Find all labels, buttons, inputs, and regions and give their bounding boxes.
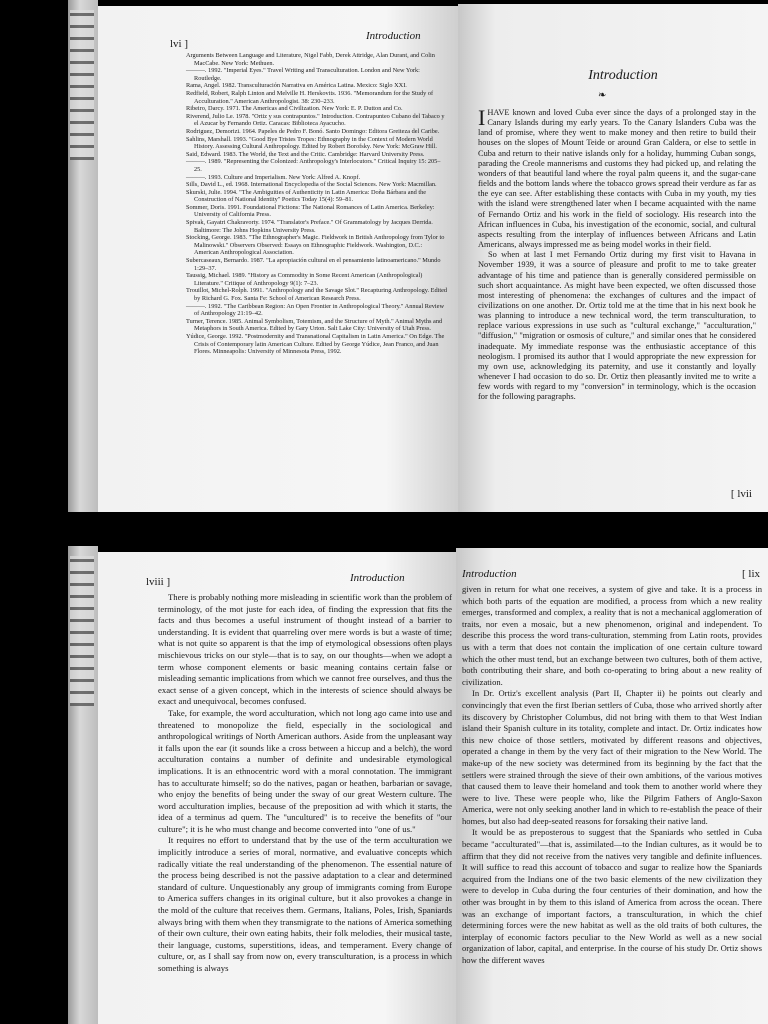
ornament-icon: ❧: [598, 90, 607, 101]
introduction-text: [478, 105, 756, 403]
chapter-title: Introduction: [588, 68, 658, 83]
page-number: [ lix: [741, 568, 760, 580]
reference-entry: Subercaseaux, Bernardo. 1987. "La apropiación cultural en el pensamiento latinoamericano." Mundo 1:29–37.: [186, 257, 441, 272]
reference-entry: Yúdice, George. 1992. "Postmodernity and Transnational Capitalism in Latin America." On Edge. The Crisis of Contemporary latin American Culture. Edited by George Yúdice, Jean Franco, and Juan Flores. Minneapolis: University of Minnesota Press, 1992.: [186, 332, 445, 356]
reference-entry: Sills, David L., ed. 1968. International Encyclopedia of the Social Sciences. New York: Macmillan.: [186, 181, 437, 189]
page-lviii: [98, 552, 456, 1024]
reference-entry: ———. 1989. "Representing the Colonized: Anthropology's Interlocutors." Critical Inquiry 15: 205–25.: [186, 158, 441, 173]
reference-entry: Riverend, Julio Le. 1978. "Ortiz y sus contrapuntos." Introduction. Contrapunteo Cubano del Tabaco y el Azucar by Fernando Ortiz. Caracas: Biblioteca Ayacucho.: [186, 112, 445, 128]
page-number: lvi ]: [170, 38, 189, 50]
paragraph: It would be as preposterous to suggest that the Spaniards who settled in Cuba became "acculturated"—that is, assimilated—to the Indian cultures, as it would be to affirm that they did not receive from the natives very tangible and definite influences. It will suffice to read this account of tobacco and sugar to realize how the Spaniards acquired from the Indians one of the two basic elements of the new civilization they were to develop in Cuba during the four centuries of their domination, and how the other was brought in by them to this island of America from across the ocean. There was an exchange of important factors, a transculturation, in which the chief determining forces were the new habitat as well as the old traits of both cultures, the interplay of economic factors peculiar to the New World as well as a new social organization of labor, capital, and enterprise. In the course of his study Dr. Ortiz shows how the different waves: [462, 827, 762, 965]
reference-entry: Taussig, Michael. 1989. "History as Commodity in Some Recent American (Anthropological) Literature." Critique of Anthropology 9(1): 7–23.: [186, 272, 423, 287]
page-lvii: [458, 4, 768, 512]
bottom-spread: [0, 512, 768, 1024]
paragraph-text: HAVE known and loved Cuba ever since the days of a prolonged stay in the Canary Islands during my early years. To the Canary Islanders Cuba was the land of promise, where they went to make money and then retire to build their houses on the slopes of Mount Teide or around Gran Caldera, or else to settle in Cuba and return to their native islands only for a holiday, humming Cuban songs, parading the Creole mannerisms and customs they had picked up, and relating the wonders of that beautiful land where the royal palm queens it, and the sugar-cane fields and the bottom lands where the tobacco grows spread their verdure as far as the eye can see. After establishing these contacts with Cuba in my youth, my ties with the island were strengthened later when I became acquainted with the name of Fernando Ortiz and his work in the field of sociology. His research into the African influences in Cuba, his investigation of the economic, social, and cultural aspects resulting from the interplay of influences between Africans and Latin Americans, always impressed me as being model works in their field.: [478, 108, 756, 250]
reference-entry: ———. 1993. Culture and Imperialism. New York: Alfred A. Knopf.: [186, 173, 361, 181]
reference-entry: Skurski, Julie. 1994. "The Ambiguities of Authenticity in Latin America: Doña Bárbara and the Construction of National Identity" Poetics Today 15(4): 59–81.: [186, 188, 427, 204]
reference-entry: Turner, Terence. 1985. Animal Symbolism, Totemism, and the Structure of Myth." Animal Myths and Metaphors in South America. Edited by Gary Urton. Salt Lake City: University of Utah Press.: [186, 317, 443, 333]
running-head: Introduction: [462, 568, 517, 580]
reference-entry: Redfield, Robert, Ralph Linton and Melville H. Herskovits. 1936. "Memorandum for the Study of Acculturation." American Anthropologist. 38: 230–233.: [186, 89, 434, 105]
paragraph: It requires no effort to understand that by the use of the term acculturation we implicitly introduce a series of moral, normative, and evaluative concepts which radically vitiate the real understanding of the phenomenon. The essential nature of the process being described is not the passive adaptation to a clear and determined standard of culture. Unquestionably any group of immigrants coming from Europe to America suffers changes in its original culture, but it also provokes a change in the mold of the culture that receives them. Germans, Italians, Poles, Irish, Spaniards always bring with them when they transmigrate to the nations of America something of their own culture, their own eating habits, their folk melodies, their musical taste, their language, customs, superstitions, ideas, and temperament. Every change of culture, or, as I shall say from now on, every transculturation, is a process in which something is always: [158, 835, 452, 973]
reference-entry: Sahlins, Marshall. 1993. "Good Bye Tristes Tropes: Ethnography in the Context of Modern World History. Assessing Cultural Anthropology. Edited by Robert Borofsky. New York: McGraw Hill.: [186, 135, 437, 151]
reference-entry: Said, Edward. 1983. The World, the Text and the Critic. Cambridge: Harvard University Press.: [186, 150, 425, 158]
paragraph: Take, for example, the word acculturation, which not long ago came into use and threatened to monopolize the field, especially in the sociological and anthropological writings of North American authors. Aside from the unpleasant way it falls upon the ear (it sounds like a cross between a hiccup and a belch), the word acculturation contains a number of definite and undesirable etymological implications. It is an ethnocentric word with a moral connotation. The immigrant has to acculturate himself; so do the natives, pagan or heathen, barbarian or savage, who enjoy the benefits of being under the sway of our great Western culture. The word acculturation implies, because of the preposition ad with which it starts, the idea of a terminus ad quem. The "uncultured" is to receive the benefits of "our culture"; it is he who must change and become converted into "one of us.": [158, 707, 452, 834]
reference-entry: Trouillot, Michel-Rolph. 1991. "Anthropology and the Savage Slot." Recapturing Anthropology. Edited by Richard G. Fox. Santa Fe: School of American Research Press.: [186, 287, 448, 302]
page-number: [ lvii: [730, 488, 752, 500]
paragraph: given in return for what one receives, a system of give and take. It is a process in which both parts of the equation are modified, a process from which a new reality emerges, transformed and complex, a reality that is not a mechanical agglomeration of traits, nor even a mosaic, but a new phenomenon, original and independent. To describe this process the word trans-culturation, stemming from Latin roots, provides us with a term that does not contain the implication of one certain culture toward which the other must tend, but an exchange between two cultures, both of them active, both contributing their share, and both co-operating to bring about a new reality of civilization.: [462, 584, 762, 687]
page-lix: [456, 548, 768, 1024]
running-head: Introduction: [350, 572, 405, 584]
body-text: [462, 584, 762, 967]
paragraph: In Dr. Ortiz's excellent analysis (Part II, Chapter ii) he points out clearly and convincingly that even the first Iberian settlers of Cuba, those who arrived shortly after its discovery by Christopher Columbus, did not bring with them to that West Indian island their Spanish culture in its totality, complete and intact. Dr. Ortiz indicates how this new choice of those settlers, motivated by different reasons and objectives, operated a change in them by the very fact of their migration to the New World. The make-up of the new society was determined from its beginning by the fact that the settlers were strained through the sieve of their own ambitions, of the various motives that caused them to leave their homeland and took them to another world where they were to live. These were people who, like the Pilgrim Fathers of Anglo-Saxon America, were not only seeking another land in which to re-establish the peace of their homes, but also had deep-seated reasons for forsaking their native land.: [462, 688, 762, 826]
reference-entry: Rodriguez, Demorizi. 1964. Papeles de Pedro F. Bonó. Santo Domingo: Editora Greiteza del Caribe.: [186, 127, 440, 135]
paragraph: So when at last I met Fernando Ortiz during my first visit to Havana in November 1939, it was a source of pleasure and profit to me to take greater advantage of his time and patience than is generally considered permissible on such short acquaintance. As might have been expected, we often discussed those most interesting of phenomena: the exchanges of cultures and the impact of civilizations on one another. Dr. Ortiz told me at the time that in his next book he was planning to introduce a new technical word, the term transculturation, to replace various expressions in use such as "cultural exchange," "acculturation," "diffusion," "migration or osmosis of culture," and similar ones that he considered inadequate. My immediate response was the enthusiastic acceptance of this neologism. I promised its author that I would appropriate the new expression for my own use, acknowledging its paternity, and use it constantly and loyally whenever I had occasion to do so. Dr. Ortiz then pleasantly invited me to write a few words with regard to my "conversion" in terminology, which is the occasion for the following paragraphs.: [478, 250, 756, 402]
body-text: [158, 592, 452, 975]
references-list: [186, 52, 448, 356]
page-lvi: [98, 6, 458, 512]
reference-entry: Spivak, Gayatri Chakravorty. 1974. "Translator's Preface." Of Grammatology by Jacques Derrida. Baltimore: The Johns Hopkins University Press.: [186, 219, 433, 234]
paragraph: There is probably nothing more misleading in scientific work than the problem of terminology, of the mot juste for each idea, of finding the expression that fits the facts and thus becomes a useful instrument of thought instead of a barrier to understanding. It is evident that quarreling over mere words is but a waste of time; what is not quite so apparent is that the imp of etymological obsessions often plays mischievous tricks on our style—that is to say, on our thoughts—when we adopt a term whose component elements or basic meaning contains certain false or misleading semantic implications from which we cannot free ourselves, and thus the exact sense of a given concept, which in the interests of science should always be exact and unequivocal, becomes confused.: [158, 592, 452, 707]
reference-entry: Sommer, Doris. 1991. Foundational Fictions: The National Romances of Latin America. Berkeley: University of California Press.: [186, 203, 435, 219]
page-number: lviii ]: [146, 576, 171, 588]
reference-entry: Ribeiro, Darcy. 1971. The Americas and Civilization. New York: E. P. Dutton and Co.: [186, 105, 403, 113]
reference-entry: Rama, Angel. 1982. Transculturación Narrativa en América Latina. Mexico: Siglo XXI.: [186, 82, 407, 90]
reference-entry: Arguments Between Language and Literature, Nigel Fabb, Derek Attridge, Alan Durant, and Colin MacCabe. New York: Methuen.: [186, 52, 435, 67]
reference-entry: ———. 1992. "The Caribbean Region: An Open Frontier in Anthropological Theory." Annual Review of Anthropology 21:19–42.: [186, 302, 445, 318]
book-edge: [68, 0, 98, 512]
paragraph: [478, 105, 756, 250]
book-edge: [68, 546, 98, 1024]
running-head: Introduction: [366, 30, 421, 42]
drop-cap: I: [478, 105, 486, 130]
reference-entry: Stocking, George. 1983. "The Ethnographer's Magic. Fieldwork in British Anthropology from Tylor to Malinowski." Observers Observed: Essays on Ethnographic Fieldwork. Washington, D.C.: American Anthropological Association.: [186, 234, 445, 257]
reference-entry: ———. 1992. "Imperial Eyes." Travel Writing and Transculturation. London and New York: Routledge.: [186, 67, 420, 82]
